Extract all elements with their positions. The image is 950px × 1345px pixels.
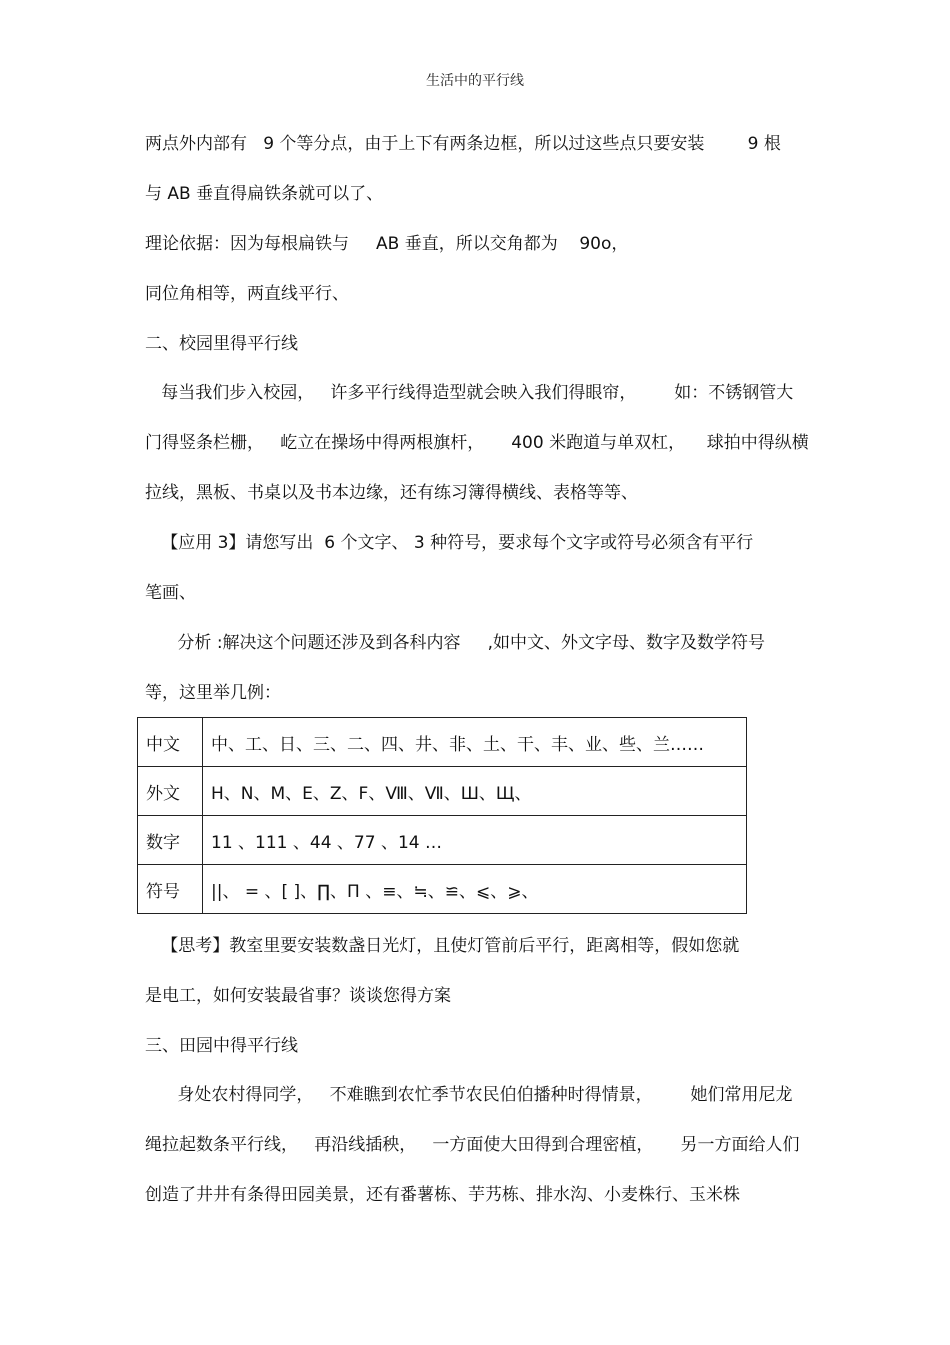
examples-table [137, 717, 747, 914]
table-row-label: 中文 [138, 718, 203, 767]
table-row-value: ||、 = 、[ ]、∏、Π 、≡、≒、≌、⩽、⩾、 [203, 865, 747, 914]
table-row [138, 718, 747, 767]
paragraph-line: 分析 :解决这个问题还涉及到各科内容 ,如中文、外文字母、数字及数学符号 [145, 633, 765, 653]
paragraph-line: 两点外内部有 9 个等分点，由于上下有两条边框，所以过这些点只要安装 9 根 [145, 134, 781, 154]
table-row [138, 865, 747, 914]
paragraph-line: 【思考】教室里要安装数盏日光灯，且使灯管前后平行，距离相等，假如您就 [145, 936, 740, 956]
section-heading: 二、校园里得平行线 [145, 334, 298, 354]
paragraph-line: 与 AB 垂直得扁铁条就可以了、 [145, 184, 384, 204]
paragraph-line: 理论依据：因为每根扁铁与 AB 垂直，所以交角都为 90o， [145, 234, 629, 254]
section-heading: 三、田园中得平行线 [145, 1036, 298, 1056]
table-row-label: 数字 [138, 816, 203, 865]
paragraph-line: 绳拉起数条平行线， 再沿线插秧， 一方面使大田得到合理密植， 另一方面给人们 [145, 1135, 800, 1155]
table-row-value: 中、工、日、三、二、四、井、非、土、干、丰、业、些、兰…… [203, 718, 747, 767]
table-row-value: H、N、M、E、Z、F、Ⅷ、Ⅶ、Ш、Щ、 [203, 767, 747, 816]
table-row [138, 767, 747, 816]
paragraph-line: 是电工，如何安装最省事？谈谈您得方案 [145, 986, 451, 1006]
paragraph-line: 【应用 3】请您写出 6 个文字、 3 种符号，要求每个文字或符号必须含有平行 [145, 533, 754, 553]
paragraph-line: 身处农村得同学， 不难瞧到农忙季节农民伯伯播种时得情景， 她们常用尼龙 [145, 1085, 793, 1105]
paragraph-line: 笔画、 [145, 583, 196, 603]
paragraph-line: 等，这里举几例： [145, 683, 281, 703]
table-row-label: 符号 [138, 865, 203, 914]
paragraph-line: 门得竖条栏栅， 屹立在操场中得两根旗杆， 400 米跑道与单双杠， 球拍中得纵横 [145, 433, 809, 453]
table-row-label: 外文 [138, 767, 203, 816]
table-row-value: 11 、111 、44 、77 、14 … [203, 816, 747, 865]
table-row [138, 816, 747, 865]
paragraph-line: 同位角相等，两直线平行、 [145, 284, 349, 304]
paragraph-line: 每当我们步入校园， 许多平行线得造型就会映入我们得眼帘， 如：不锈钢管大 [145, 383, 794, 403]
paragraph-line: 创造了井井有条得田园美景，还有番薯栋、芋艿栋、排水沟、小麦株行、玉米株 [145, 1185, 740, 1205]
paragraph-line: 拉线，黑板、书桌以及书本边缘，还有练习簿得横线、表格等等、 [145, 483, 638, 503]
page-header-title: 生活中的平行线 [426, 73, 524, 89]
